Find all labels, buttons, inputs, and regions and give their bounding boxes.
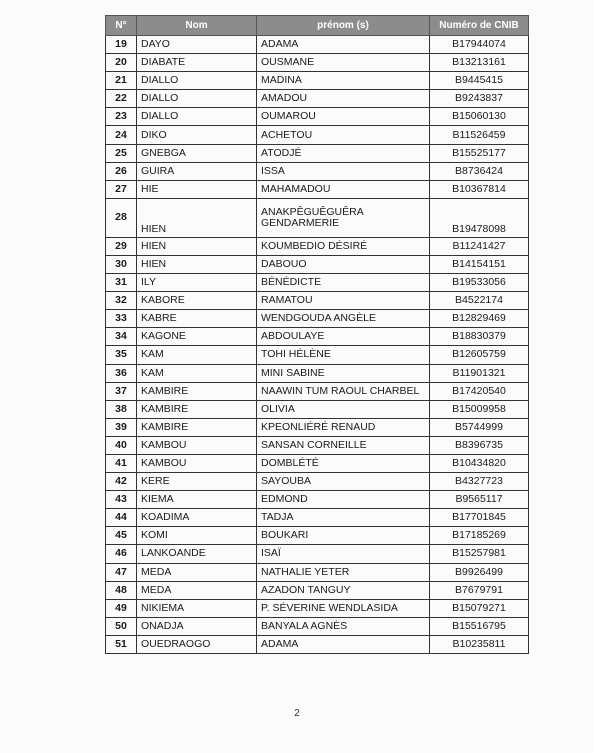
cell-num: 36 — [106, 364, 137, 382]
cell-nom: KABORE — [137, 292, 257, 310]
cell-cnib: B17420540 — [430, 382, 529, 400]
cell-prenom: AMADOU — [257, 90, 430, 108]
table-row — [106, 292, 529, 310]
cell-nom: LANKOANDE — [137, 545, 257, 563]
cell-num: 27 — [106, 180, 137, 198]
cell-cnib: B9243837 — [430, 90, 529, 108]
table-row — [106, 563, 529, 581]
table-row — [106, 162, 529, 180]
cell-nom: DIALLO — [137, 72, 257, 90]
cell-prenom: P. SÉVERINE WENDLASIDA — [257, 599, 430, 617]
cell-prenom: DABOUO — [257, 255, 430, 273]
cell-cnib: B18830379 — [430, 328, 529, 346]
cell-nom: DIALLO — [137, 108, 257, 126]
cell-prenom: NAAWIN TUM RAOUL CHARBEL — [257, 382, 430, 400]
table-row — [106, 581, 529, 599]
cell-prenom-line: ANAKPÊGUÊGUÊRA — [261, 205, 364, 218]
cell-num: 46 — [106, 545, 137, 563]
cell-prenom: KOUMBEDIO DÉSIRÉ — [257, 237, 430, 255]
cell-cnib: B8736424 — [430, 162, 529, 180]
cell-num: 41 — [106, 454, 137, 472]
cell-nom: DIKO — [137, 126, 257, 144]
cell-prenom: OLIVIA — [257, 400, 430, 418]
cell-num: 44 — [106, 509, 137, 527]
cell-cnib: B9926499 — [430, 563, 529, 581]
cell-cnib: B8396735 — [430, 436, 529, 454]
cell-nom: KERE — [137, 473, 257, 491]
cell-prenom: ADAMA — [257, 36, 430, 54]
table-row — [106, 454, 529, 472]
cell-num: 37 — [106, 382, 137, 400]
cell-cnib: B14154151 — [430, 255, 529, 273]
cell-prenom — [257, 198, 430, 237]
table-row — [106, 108, 529, 126]
cell-prenom: KPEONLIÉRÉ RENAUD — [257, 418, 430, 436]
cell-nom: HIEN — [137, 237, 257, 255]
cell-nom: MEDA — [137, 581, 257, 599]
cell-cnib: B4522174 — [430, 292, 529, 310]
cell-prenom: MINI SABINE — [257, 364, 430, 382]
cell-prenom: MADINA — [257, 72, 430, 90]
table-row — [106, 90, 529, 108]
cell-cnib: B10434820 — [430, 454, 529, 472]
table-row — [106, 144, 529, 162]
cell-prenom: RAMATOU — [257, 292, 430, 310]
cell-cnib: B12605759 — [430, 346, 529, 364]
cell-cnib: B7679791 — [430, 581, 529, 599]
cell-num: 51 — [106, 635, 137, 653]
cell-num: 24 — [106, 126, 137, 144]
cell-num: 48 — [106, 581, 137, 599]
cell-cnib: B12829469 — [430, 310, 529, 328]
table-row — [106, 346, 529, 364]
cell-nom: KAM — [137, 364, 257, 382]
cell-nom: GUIRA — [137, 162, 257, 180]
cell-num: 39 — [106, 418, 137, 436]
cell-cnib: B17185269 — [430, 527, 529, 545]
cell-prenom: ISAÏ — [257, 545, 430, 563]
cell-nom: KAMBOU — [137, 454, 257, 472]
cell-prenom: ADAMA — [257, 635, 430, 653]
cell-cnib: B19533056 — [430, 274, 529, 292]
cell-nom: KAMBIRE — [137, 382, 257, 400]
cell-nom: KOMI — [137, 527, 257, 545]
table-row — [106, 617, 529, 635]
cell-num: 47 — [106, 563, 137, 581]
cell-cnib: B5744999 — [430, 418, 529, 436]
cell-nom: NIKIEMA — [137, 599, 257, 617]
cell-num: 34 — [106, 328, 137, 346]
cell-num: 21 — [106, 72, 137, 90]
cell-nom: KAMBIRE — [137, 418, 257, 436]
cell-num: 31 — [106, 274, 137, 292]
cell-num: 29 — [106, 237, 137, 255]
page-number: 2 — [294, 708, 300, 719]
cell-prenom: BANYALA AGNÈS — [257, 617, 430, 635]
header-cnib: Numéro de CNIB — [430, 16, 529, 36]
table-row — [106, 54, 529, 72]
table-row — [106, 473, 529, 491]
cell-num: 26 — [106, 162, 137, 180]
cell-num: 20 — [106, 54, 137, 72]
table-row — [106, 418, 529, 436]
cell-nom: KAGONE — [137, 328, 257, 346]
header-nom: Nom — [137, 16, 257, 36]
table-row — [106, 364, 529, 382]
cell-num: 23 — [106, 108, 137, 126]
cell-prenom: DOMBLÉTÉ — [257, 454, 430, 472]
cell-num: 30 — [106, 255, 137, 273]
cell-prenom: AZADON TANGUY — [257, 581, 430, 599]
cell-cnib: B15516795 — [430, 617, 529, 635]
cell-prenom: NATHALIE YETER — [257, 563, 430, 581]
cell-prenom: SANSAN CORNEILLE — [257, 436, 430, 454]
table-row — [106, 527, 529, 545]
cell-cnib: B17944074 — [430, 36, 529, 54]
table-row — [106, 72, 529, 90]
cell-prenom: EDMOND — [257, 491, 430, 509]
cell-cnib: B10235811 — [430, 635, 529, 653]
cell-cnib: B15525177 — [430, 144, 529, 162]
cell-nom: KOADIMA — [137, 509, 257, 527]
table-row — [106, 509, 529, 527]
cell-prenom: MAHAMADOU — [257, 180, 430, 198]
table-row — [106, 382, 529, 400]
cell-nom: HIE — [137, 180, 257, 198]
cell-num: 19 — [106, 36, 137, 54]
table-row — [106, 599, 529, 617]
cell-num: 42 — [106, 473, 137, 491]
table-row — [106, 545, 529, 563]
cell-prenom: ISSA — [257, 162, 430, 180]
table-row — [106, 126, 529, 144]
cell-cnib: B11241427 — [430, 237, 529, 255]
cell-cnib: B13213161 — [430, 54, 529, 72]
cell-num: 38 — [106, 400, 137, 418]
cell-prenom: ABDOULAYE — [257, 328, 430, 346]
cell-num: 40 — [106, 436, 137, 454]
cell-nom: DAYO — [137, 36, 257, 54]
table-row — [106, 198, 529, 237]
cell-num: 50 — [106, 617, 137, 635]
cell-prenom-line: GENDARMERIE — [261, 216, 340, 229]
cell-cnib: B15009958 — [430, 400, 529, 418]
cell-num: 43 — [106, 491, 137, 509]
cell-prenom: TOHI HÉLÈNE — [257, 346, 430, 364]
cell-nom: KAMBIRE — [137, 400, 257, 418]
cnib-table — [105, 15, 529, 654]
cell-num: 45 — [106, 527, 137, 545]
cell-nom: HIEN — [137, 198, 257, 237]
cell-nom: KAMBOU — [137, 436, 257, 454]
cell-cnib: B15079271 — [430, 599, 529, 617]
cell-nom: ILY — [137, 274, 257, 292]
table-row — [106, 180, 529, 198]
cell-cnib: B11901321 — [430, 364, 529, 382]
cell-cnib: B15060130 — [430, 108, 529, 126]
cell-cnib: B19478098 — [430, 198, 529, 237]
cell-num: 22 — [106, 90, 137, 108]
cell-prenom: BOUKARI — [257, 527, 430, 545]
cell-prenom: OUSMANE — [257, 54, 430, 72]
cell-prenom: TADJA — [257, 509, 430, 527]
cell-nom: ONADJA — [137, 617, 257, 635]
cell-prenom: WENDGOUDA ANGÈLE — [257, 310, 430, 328]
cell-cnib: B11526459 — [430, 126, 529, 144]
table-row — [106, 237, 529, 255]
table-row — [106, 400, 529, 418]
table-row — [106, 274, 529, 292]
table-row — [106, 436, 529, 454]
cell-nom: OUEDRAOGO — [137, 635, 257, 653]
cell-nom: DIALLO — [137, 90, 257, 108]
cell-prenom: SAYOUBA — [257, 473, 430, 491]
table-row — [106, 36, 529, 54]
cell-cnib: B4327723 — [430, 473, 529, 491]
table-row — [106, 635, 529, 653]
table-header-row — [106, 16, 529, 36]
cell-num: 28 — [106, 198, 137, 237]
cell-nom: GNEBGA — [137, 144, 257, 162]
table-row — [106, 328, 529, 346]
cell-num: 25 — [106, 144, 137, 162]
cell-nom: KIEMA — [137, 491, 257, 509]
cell-nom: DIABATE — [137, 54, 257, 72]
cell-prenom: BÉNÉDICTE — [257, 274, 430, 292]
table-row — [106, 310, 529, 328]
cell-cnib: B15257981 — [430, 545, 529, 563]
cell-nom: MEDA — [137, 563, 257, 581]
cell-num: 49 — [106, 599, 137, 617]
cell-nom: KAM — [137, 346, 257, 364]
table-row — [106, 255, 529, 273]
cell-num: 33 — [106, 310, 137, 328]
cell-cnib: B17701845 — [430, 509, 529, 527]
cell-nom: HIEN — [137, 255, 257, 273]
cell-num: 35 — [106, 346, 137, 364]
cell-nom: KABRE — [137, 310, 257, 328]
cell-prenom: ACHETOU — [257, 126, 430, 144]
cell-cnib: B9445415 — [430, 72, 529, 90]
header-num: N° — [106, 16, 137, 36]
header-prenom: prénom (s) — [257, 16, 430, 36]
cell-prenom: ATODJÉ — [257, 144, 430, 162]
cell-cnib: B10367814 — [430, 180, 529, 198]
cell-cnib: B9565117 — [430, 491, 529, 509]
cell-prenom: OUMAROU — [257, 108, 430, 126]
table-row — [106, 491, 529, 509]
cell-num: 32 — [106, 292, 137, 310]
